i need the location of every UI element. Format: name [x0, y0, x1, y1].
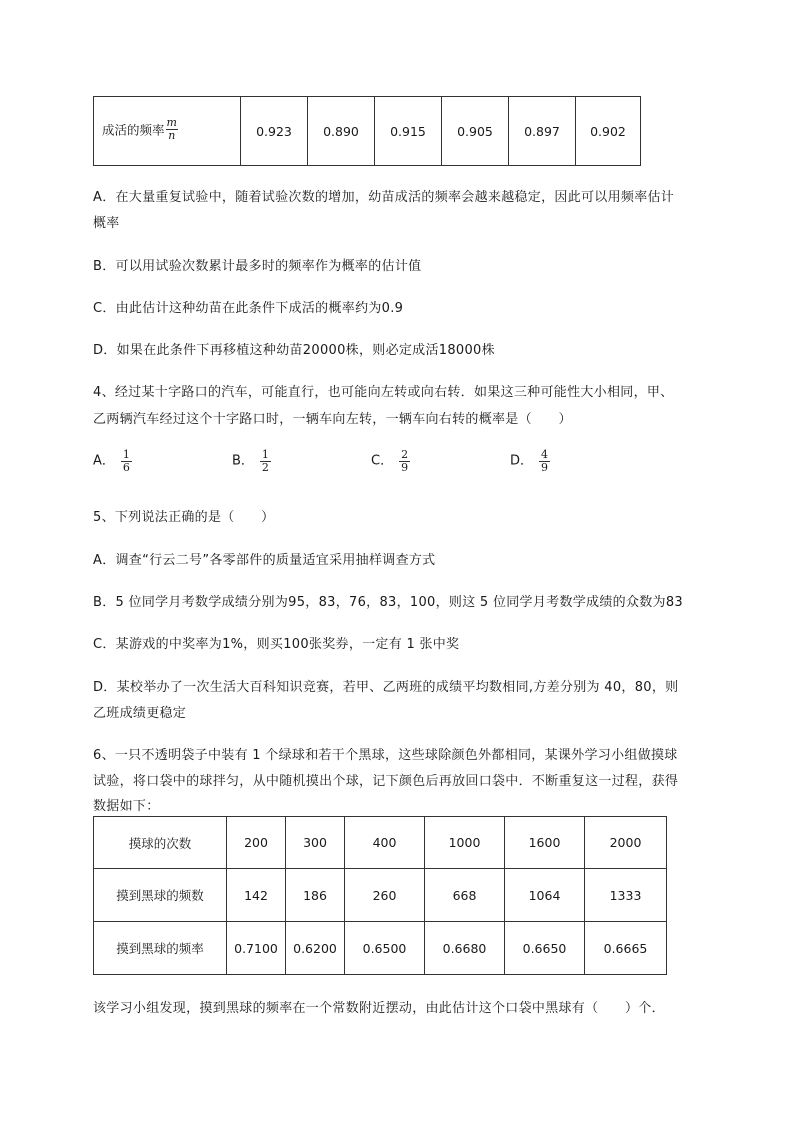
table-cell: 0.923 [241, 97, 308, 166]
q3-option-a: A．在大量重复试验中，随着试验次数的增加，幼苗成活的频率会越来越稳定，因此可以用频率估计 [93, 190, 675, 205]
table-cell: 0.6500 [345, 922, 425, 975]
survival-frequency-table [93, 96, 641, 166]
table-cell: 0.6665 [585, 922, 667, 975]
q5-option-a: A．调查“行云二号”各零部件的质量适宜采用抽样调查方式 [93, 553, 436, 568]
fraction: $\frac{1}{6}$ [122, 448, 130, 474]
table-cell: 300 [286, 817, 345, 869]
q3-option-a-cont: 概率 [93, 216, 120, 231]
table-row [94, 817, 667, 869]
table-cell: 668 [425, 869, 505, 922]
table-cell: 200 [227, 817, 286, 869]
ball-draw-table [93, 816, 667, 975]
q6-stem-line2: 试验，将口袋中的球拌匀，从中随机摸出个球，记下颜色后再放回口袋中．不断重复这一过程，获得 [93, 774, 679, 789]
q4-option-a: A． $\frac{1}{6}$ [93, 448, 130, 474]
row-label: 摸球的次数 [94, 817, 227, 869]
q4-stem-line2: 乙两辆汽车经过这个十字路口时，一辆车向左转，一辆车向右转的概率是（ ） [93, 412, 572, 427]
row-label: 摸到黑球的频率 [94, 922, 227, 975]
fraction: $\frac{4}{9}$ [541, 448, 549, 474]
table-cell: 0.897 [509, 97, 576, 166]
m-over-n-fraction: $\frac{m}{n}$ [166, 115, 177, 142]
table-row [94, 869, 667, 922]
table-cell: 1333 [585, 869, 667, 922]
q5-option-d: D．某校举办了一次生活大百科知识竞赛，若甲、乙两班的成绩平均数相同,方差分别为 40，80，则 [93, 680, 679, 695]
table-cell: 2000 [585, 817, 667, 869]
q4-option-c: C． $\frac{2}{9}$ [371, 448, 409, 474]
q5-option-b: B．5 位同学月考数学成绩分别为95，83，76，83，100，则这 5 位同学月考数学成绩的众数为83 [93, 595, 683, 610]
table-cell: 260 [345, 869, 425, 922]
q6-conclusion: 该学习小组发现，摸到黑球的频率在一个常数附近摆动，由此估计这个口袋中黑球有（ ）个． [93, 1001, 665, 1016]
table-cell: 0.6680 [425, 922, 505, 975]
table-cell: 142 [227, 869, 286, 922]
q4-stem-line1: 4、经过某十字路口的汽车，可能直行，也可能向左转或向右转．如果这三种可能性大小相同，甲、 [93, 385, 674, 400]
table-cell: 0.902 [576, 97, 641, 166]
table-cell: 0.7100 [227, 922, 286, 975]
q3-option-d: D．如果在此条件下再移植这种幼苗20000株，则必定成活18000株 [93, 343, 495, 358]
q5-option-c: C．某游戏的中奖率为1%，则买100张奖券，一定有 1 张中奖 [93, 637, 460, 652]
q6-stem-line3: 数据如下： [93, 799, 160, 814]
table-cell: 400 [345, 817, 425, 869]
table-cell: 1600 [505, 817, 585, 869]
q4-option-d: D． $\frac{4}{9}$ [510, 448, 549, 474]
table-cell: 0.915 [375, 97, 442, 166]
table-cell: 186 [286, 869, 345, 922]
table-row [94, 922, 667, 975]
q4-option-b: B． $\frac{1}{2}$ [232, 448, 269, 474]
table-cell: 0.6650 [505, 922, 585, 975]
fraction: $\frac{2}{9}$ [401, 448, 409, 474]
row-label: 成活的频率 $\frac{m}{n}$ [94, 97, 241, 166]
q3-option-c: C．由此估计这种幼苗在此条件下成活的概率约为0.9 [93, 301, 404, 316]
q3-option-b: B．可以用试验次数累计最多时的频率作为概率的估计值 [93, 259, 422, 274]
table-cell: 0.890 [308, 97, 375, 166]
q5-stem: 5、下列说法正确的是（ ） [93, 510, 275, 525]
table-cell: 1064 [505, 869, 585, 922]
table-cell: 0.6200 [286, 922, 345, 975]
q5-option-d-cont: 乙班成绩更稳定 [93, 706, 187, 721]
table-cell: 1000 [425, 817, 505, 869]
q6-stem-line1: 6、一只不透明袋子中装有 1 个绿球和若干个黑球，这些球除颜色外都相同，某课外学习小组做摸球 [93, 748, 678, 763]
table-row [94, 97, 641, 166]
fraction: $\frac{1}{2}$ [261, 448, 269, 474]
table-cell: 0.905 [442, 97, 509, 166]
row-label: 摸到黑球的频数 [94, 869, 227, 922]
